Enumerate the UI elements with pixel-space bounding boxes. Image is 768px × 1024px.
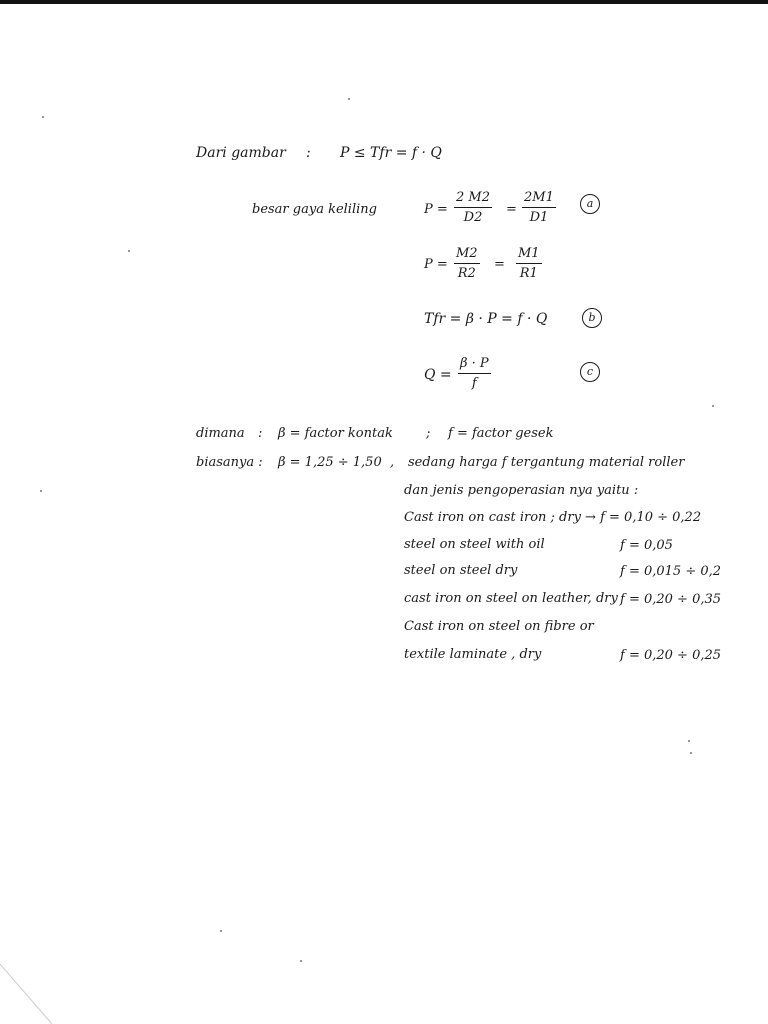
fraction-numerator: 2M1	[522, 190, 556, 208]
fraction-numerator: M1	[516, 246, 542, 264]
scan-speck	[300, 960, 302, 962]
fraction-2m1-d1	[522, 190, 556, 225]
scan-speck	[348, 98, 350, 100]
equation-tag-b: b	[582, 308, 602, 328]
beta-definition: β = factor kontak	[278, 426, 393, 441]
scan-speck	[690, 752, 692, 754]
material-friction-value: f = 0,05	[620, 538, 673, 553]
equals-sign: =	[494, 257, 505, 272]
besar-gaya-keliling-label: besar gaya keliling	[252, 202, 377, 217]
scan-corner-artifact	[0, 964, 60, 1024]
fraction-denominator: R1	[519, 266, 538, 281]
material-name: textile laminate , dry	[404, 647, 542, 662]
biasanya-label: biasanya :	[196, 455, 263, 470]
material-name: Cast iron on cast iron ; dry → f = 0,10 ÷ 0,22	[404, 510, 702, 525]
tfr-equation: Tfr = β · P = f · Q	[424, 311, 548, 327]
fraction-numerator: M2	[454, 246, 480, 264]
scan-speck	[42, 116, 44, 118]
jenis-pengoperasian-text: dan jenis pengoperasian nya yaitu :	[404, 483, 639, 498]
material-name: cast iron on steel on leather, dry	[404, 591, 618, 606]
fraction-denominator: f	[471, 376, 477, 391]
beta-range: β = 1,25 ÷ 1,50	[278, 455, 382, 470]
scan-speck	[128, 250, 130, 252]
f-definition: f = factor gesek	[448, 426, 554, 441]
colon: :	[258, 426, 263, 441]
fraction-numerator: 2 M2	[454, 190, 492, 208]
material-name: steel on steel dry	[404, 563, 518, 578]
scan-speck	[688, 740, 690, 742]
semicolon: ;	[426, 426, 431, 441]
dimana-label: dimana	[196, 426, 245, 441]
equation-tag-c: c	[580, 362, 600, 382]
p-lhs: P =	[424, 202, 448, 217]
fraction-m1-r1	[516, 246, 542, 281]
p-lhs: P =	[424, 257, 448, 272]
material-friction-value: f = 0,015 ÷ 0,2	[620, 564, 722, 579]
material-friction-value: f = 0,20 ÷ 0,25	[620, 648, 722, 663]
fraction-m2-r2	[454, 246, 480, 281]
fraction-denominator: D1	[529, 210, 549, 225]
comma: ,	[390, 455, 395, 470]
sedang-harga-text: sedang harga f tergantung material roller	[408, 455, 685, 470]
colon: :	[306, 145, 311, 161]
scan-speck	[220, 930, 222, 932]
scan-top-border	[0, 0, 768, 4]
equals-sign: =	[506, 202, 517, 217]
scan-speck	[40, 490, 42, 492]
fraction-beta-p-f	[458, 356, 491, 391]
fraction-denominator: R2	[457, 266, 476, 281]
material-friction-value: f = 0,20 ÷ 0,35	[620, 592, 722, 607]
dari-gambar-label: Dari gambar	[196, 145, 286, 161]
fraction-2m2-d2	[454, 190, 492, 225]
equation-tag-a: a	[580, 194, 600, 214]
scan-speck	[712, 405, 714, 407]
q-lhs: Q =	[424, 367, 452, 383]
inequality-expression: P ≤ Tfr = f · Q	[340, 145, 442, 161]
material-name: Cast iron on steel on fibre or	[404, 619, 594, 634]
fraction-numerator: β · P	[458, 356, 491, 374]
fraction-denominator: D2	[463, 210, 483, 225]
material-name: steel on steel with oil	[404, 537, 545, 552]
